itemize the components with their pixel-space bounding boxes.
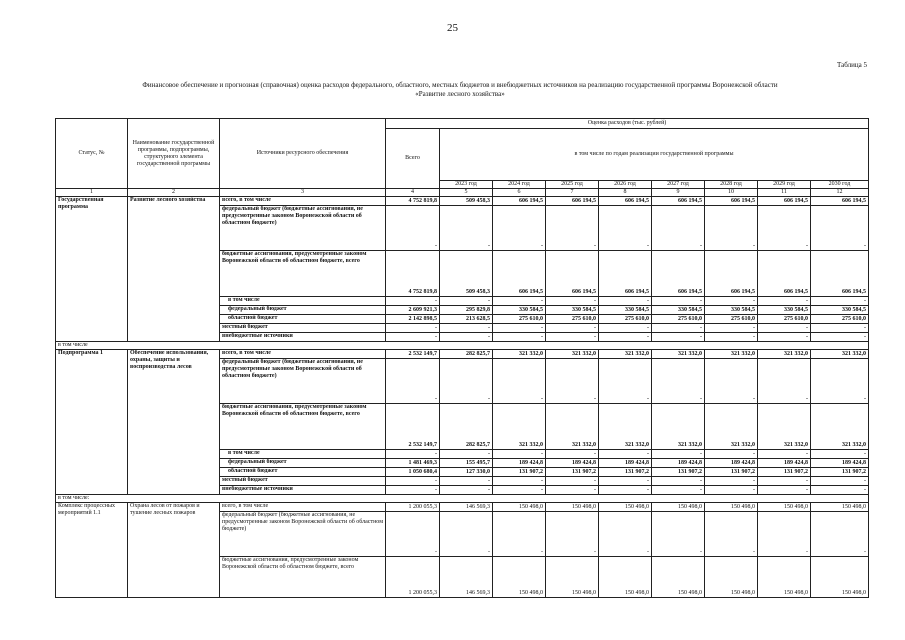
- row-value: 150 498,0: [652, 557, 705, 598]
- row-source: в том числе: [220, 450, 386, 459]
- row-source: областной бюджет: [220, 315, 386, 324]
- row-source: местный бюджет: [220, 477, 386, 486]
- row-value: -: [599, 206, 652, 251]
- row-value: 606 194,5: [493, 251, 546, 297]
- row-value: -: [493, 324, 546, 333]
- row-value: -: [546, 206, 599, 251]
- header-year: 2023 год: [440, 181, 493, 189]
- row-value: -: [386, 297, 440, 306]
- title-line-2: «Развитие лесного хозяйства»: [415, 90, 505, 98]
- row-value: 606 194,5: [652, 251, 705, 297]
- row-value: -: [386, 450, 440, 459]
- row-value: 321 332,0: [758, 350, 811, 359]
- row-value: -: [705, 359, 758, 404]
- separator-label: в том числе: [56, 342, 869, 350]
- row-value: 282 825,7: [440, 404, 493, 450]
- row-value: -: [811, 359, 869, 404]
- row-value: -: [652, 477, 705, 486]
- row-value: 275 610,0: [811, 315, 869, 324]
- row-value: 321 332,0: [599, 404, 652, 450]
- row-value: -: [440, 450, 493, 459]
- row-value: 606 194,5: [546, 197, 599, 206]
- row-value: 321 332,0: [811, 350, 869, 359]
- row-value: 282 825,7: [440, 350, 493, 359]
- row-value: -: [386, 333, 440, 342]
- row-value: -: [811, 450, 869, 459]
- row-source: местный бюджет: [220, 324, 386, 333]
- row-value: 321 332,0: [599, 350, 652, 359]
- row-value: -: [811, 333, 869, 342]
- row-value: -: [493, 333, 546, 342]
- row-value: 321 332,0: [811, 404, 869, 450]
- row-value: -: [758, 333, 811, 342]
- row-source: внебюджетные источники: [220, 333, 386, 342]
- row-value: 2 532 149,7: [386, 350, 440, 359]
- row-value: 131 907,2: [758, 468, 811, 477]
- row-value: 330 584,5: [652, 306, 705, 315]
- separator-label: в том числе:: [56, 495, 869, 503]
- row-value: 150 498,0: [758, 557, 811, 598]
- row-value: 321 332,0: [546, 404, 599, 450]
- row-source: бюджетные ассигнования, предусмотренные законом Воронежской области об областном бюджете, всего: [220, 404, 386, 450]
- row-value: -: [440, 359, 493, 404]
- row-value: 146 569,3: [440, 557, 493, 598]
- row-value: -: [705, 206, 758, 251]
- row-value: -: [440, 297, 493, 306]
- header-by-years: в том числе по годам реализации государственной программы: [440, 129, 869, 181]
- row-value: 330 584,5: [811, 306, 869, 315]
- row-value: -: [758, 206, 811, 251]
- row-value: -: [546, 477, 599, 486]
- row-value: -: [386, 206, 440, 251]
- row-value: -: [546, 324, 599, 333]
- separator-row: [56, 495, 869, 503]
- row-value: -: [811, 486, 869, 495]
- row-value: 2 142 898,5: [386, 315, 440, 324]
- row-value: -: [705, 477, 758, 486]
- row-value: 330 584,5: [546, 306, 599, 315]
- row-value: -: [386, 359, 440, 404]
- column-number: 5: [440, 189, 493, 197]
- row-value: 150 498,0: [652, 503, 705, 512]
- row-value: -: [546, 450, 599, 459]
- row-value: -: [546, 512, 599, 557]
- row-value: 606 194,5: [493, 197, 546, 206]
- column-number: 6: [493, 189, 546, 197]
- row-value: 189 424,8: [705, 459, 758, 468]
- column-number: 1: [56, 189, 128, 197]
- row-value: 330 584,5: [758, 306, 811, 315]
- row-value: -: [386, 512, 440, 557]
- row-value: 275 610,0: [705, 315, 758, 324]
- row-value: -: [811, 324, 869, 333]
- row-value: 150 498,0: [811, 503, 869, 512]
- title-line-1: Финансовое обеспечение и прогнозная (справочная) оценка расходов федерального, областного, местных бюджетов и внебюджетных источников на реализацию государственной программы Воронежской области: [142, 81, 778, 89]
- row-value: 606 194,5: [652, 197, 705, 206]
- row-name: Развитие лесного хозяйства: [128, 197, 220, 342]
- row-value: -: [652, 512, 705, 557]
- row-value: 189 424,8: [493, 459, 546, 468]
- row-source: в том числе: [220, 297, 386, 306]
- row-status: Комплекс процессных мероприятий 1.1: [56, 503, 128, 598]
- header-row-1: [56, 119, 869, 129]
- row-value: -: [546, 297, 599, 306]
- row-value: -: [758, 486, 811, 495]
- row-value: 606 194,5: [705, 251, 758, 297]
- row-value: -: [758, 477, 811, 486]
- row-value: 606 194,5: [758, 251, 811, 297]
- row-value: -: [652, 324, 705, 333]
- row-value: 2 609 921,3: [386, 306, 440, 315]
- document-title: [80, 81, 840, 99]
- row-value: 189 424,8: [599, 459, 652, 468]
- row-value: 1 200 055,3: [386, 503, 440, 512]
- row-value: -: [546, 333, 599, 342]
- row-value: 509 458,3: [440, 197, 493, 206]
- row-value: -: [493, 359, 546, 404]
- row-source: областной бюджет: [220, 468, 386, 477]
- column-number: 4: [386, 189, 440, 197]
- row-source: федеральный бюджет (бюджетные ассигнования, не предусмотренные законом Воронежской области об областном бюджете): [220, 512, 386, 557]
- row-value: -: [811, 206, 869, 251]
- row-value: 606 194,5: [546, 251, 599, 297]
- row-value: 189 424,8: [811, 459, 869, 468]
- row-value: -: [705, 450, 758, 459]
- row-value: -: [386, 486, 440, 495]
- row-value: 189 424,8: [652, 459, 705, 468]
- row-value: -: [758, 359, 811, 404]
- column-number: 2: [128, 189, 220, 197]
- column-number: 8: [599, 189, 652, 197]
- row-value: 150 498,0: [705, 503, 758, 512]
- row-value: 330 584,5: [705, 306, 758, 315]
- table-row: [56, 503, 869, 512]
- row-source: федеральный бюджет: [220, 459, 386, 468]
- row-value: 150 498,0: [493, 503, 546, 512]
- row-value: 275 610,0: [546, 315, 599, 324]
- table-row: [56, 350, 869, 359]
- column-number: 11: [758, 189, 811, 197]
- row-value: -: [546, 359, 599, 404]
- row-value: 509 458,3: [440, 251, 493, 297]
- row-value: -: [440, 486, 493, 495]
- row-value: -: [811, 512, 869, 557]
- row-source: бюджетные ассигнования, предусмотренные законом Воронежской области об областном бюджете, всего: [220, 251, 386, 297]
- row-value: -: [599, 486, 652, 495]
- row-value: -: [440, 333, 493, 342]
- row-value: -: [652, 359, 705, 404]
- header-year: 2025 год: [546, 181, 599, 189]
- row-source: всего, в том числе: [220, 350, 386, 359]
- header-year: 2029 год: [758, 181, 811, 189]
- row-value: -: [599, 333, 652, 342]
- row-value: -: [705, 486, 758, 495]
- header-estimate: Оценка расходов (тыс. рублей): [386, 119, 869, 129]
- row-value: -: [440, 324, 493, 333]
- column-number: 12: [811, 189, 869, 197]
- row-value: 330 584,5: [493, 306, 546, 315]
- row-value: 4 752 819,8: [386, 197, 440, 206]
- row-name: Обеспечение использования, охраны, защиты и воспроизводства лесов: [128, 350, 220, 495]
- row-value: -: [599, 297, 652, 306]
- row-value: 321 332,0: [652, 404, 705, 450]
- row-value: 606 194,5: [599, 251, 652, 297]
- row-value: -: [811, 477, 869, 486]
- row-value: -: [493, 486, 546, 495]
- row-source: федеральный бюджет (бюджетные ассигнования, не предусмотренные законом Воронежской области об областном бюджете): [220, 359, 386, 404]
- row-value: -: [599, 450, 652, 459]
- row-value: -: [652, 486, 705, 495]
- row-value: -: [440, 477, 493, 486]
- row-value: 150 498,0: [599, 557, 652, 598]
- page-number: 25: [447, 22, 458, 34]
- row-value: -: [811, 297, 869, 306]
- row-value: 275 610,0: [599, 315, 652, 324]
- row-status: Государственная программа: [56, 197, 128, 342]
- row-value: 275 610,0: [493, 315, 546, 324]
- header-year: 2026 год: [599, 181, 652, 189]
- column-number: 9: [652, 189, 705, 197]
- row-source: федеральный бюджет (бюджетные ассигнования, не предусмотренные законом Воронежской области об областном бюджете): [220, 206, 386, 251]
- row-source: федеральный бюджет: [220, 306, 386, 315]
- row-value: 131 907,2: [652, 468, 705, 477]
- row-value: -: [705, 333, 758, 342]
- row-value: 275 610,0: [652, 315, 705, 324]
- row-value: 131 907,2: [546, 468, 599, 477]
- column-number: 10: [705, 189, 758, 197]
- column-number: 3: [220, 189, 386, 197]
- row-value: -: [758, 324, 811, 333]
- row-value: 146 569,3: [440, 503, 493, 512]
- row-name: Охрана лесов от пожаров и тушение лесных пожаров: [128, 503, 220, 598]
- row-value: 321 332,0: [705, 404, 758, 450]
- row-value: 321 332,0: [493, 404, 546, 450]
- row-value: 150 498,0: [705, 557, 758, 598]
- row-value: 127 330,0: [440, 468, 493, 477]
- row-value: -: [493, 206, 546, 251]
- row-value: 189 424,8: [758, 459, 811, 468]
- row-value: -: [493, 477, 546, 486]
- row-value: 189 424,8: [546, 459, 599, 468]
- row-value: 150 498,0: [599, 503, 652, 512]
- row-value: -: [705, 324, 758, 333]
- row-value: -: [652, 206, 705, 251]
- row-value: 2 532 149,7: [386, 404, 440, 450]
- row-value: -: [758, 450, 811, 459]
- row-value: 150 498,0: [811, 557, 869, 598]
- row-value: 606 194,5: [811, 197, 869, 206]
- column-number: 7: [546, 189, 599, 197]
- header-year: 2027 год: [652, 181, 705, 189]
- header-total: Всего: [386, 129, 440, 189]
- row-value: 321 332,0: [652, 350, 705, 359]
- header-year: 2028 год: [705, 181, 758, 189]
- row-value: -: [652, 297, 705, 306]
- header-name: Наименование государственной программы, подпрограммы, структурного элемента государственной программы: [128, 119, 220, 189]
- row-value: -: [386, 477, 440, 486]
- row-value: 321 332,0: [705, 350, 758, 359]
- row-value: -: [705, 297, 758, 306]
- row-source: внебюджетные источники: [220, 486, 386, 495]
- row-value: 295 829,8: [440, 306, 493, 315]
- row-value: -: [440, 512, 493, 557]
- row-value: -: [599, 359, 652, 404]
- row-value: 606 194,5: [705, 197, 758, 206]
- row-value: 131 907,2: [599, 468, 652, 477]
- row-value: 1 200 055,3: [386, 557, 440, 598]
- row-value: 275 610,0: [758, 315, 811, 324]
- row-value: -: [386, 324, 440, 333]
- row-source: бюджетные ассигнования, предусмотренные законом Воронежской области об областном бюджете, всего: [220, 557, 386, 598]
- row-value: -: [758, 512, 811, 557]
- row-value: 150 498,0: [758, 503, 811, 512]
- row-value: 131 907,2: [705, 468, 758, 477]
- row-value: 606 194,5: [599, 197, 652, 206]
- row-value: 4 752 819,8: [386, 251, 440, 297]
- header-sources: Источники ресурсного обеспечения: [220, 119, 386, 189]
- row-value: 131 907,2: [493, 468, 546, 477]
- row-value: -: [493, 450, 546, 459]
- row-value: 321 332,0: [493, 350, 546, 359]
- row-value: 321 332,0: [546, 350, 599, 359]
- row-value: -: [493, 297, 546, 306]
- row-value: 1 481 469,3: [386, 459, 440, 468]
- row-value: 213 628,5: [440, 315, 493, 324]
- financing-table: [55, 118, 869, 598]
- row-value: 155 495,7: [440, 459, 493, 468]
- row-value: 330 584,5: [599, 306, 652, 315]
- column-numbers-row: [56, 189, 869, 197]
- row-value: -: [599, 477, 652, 486]
- table-label: Таблица 5: [837, 61, 867, 69]
- row-source: всего, в том числе: [220, 197, 386, 206]
- row-value: -: [652, 450, 705, 459]
- header-year: 2024 год: [493, 181, 546, 189]
- row-value: -: [758, 297, 811, 306]
- row-value: 150 498,0: [546, 557, 599, 598]
- row-value: -: [599, 512, 652, 557]
- row-value: -: [705, 512, 758, 557]
- row-value: -: [546, 486, 599, 495]
- row-value: 150 498,0: [546, 503, 599, 512]
- row-value: 1 050 680,4: [386, 468, 440, 477]
- table-row: [56, 197, 869, 206]
- row-status: Подпрограмма 1: [56, 350, 128, 495]
- row-value: -: [652, 333, 705, 342]
- row-value: 606 194,5: [758, 197, 811, 206]
- header-year: 2030 год: [811, 181, 869, 189]
- row-source: всего, в том числе: [220, 503, 386, 512]
- separator-row: [56, 342, 869, 350]
- row-value: 131 907,2: [811, 468, 869, 477]
- row-value: 150 498,0: [493, 557, 546, 598]
- row-value: -: [493, 512, 546, 557]
- row-value: 606 194,5: [811, 251, 869, 297]
- header-status: Статус, №: [56, 119, 128, 189]
- row-value: -: [440, 206, 493, 251]
- row-value: -: [599, 324, 652, 333]
- row-value: 321 332,0: [758, 404, 811, 450]
